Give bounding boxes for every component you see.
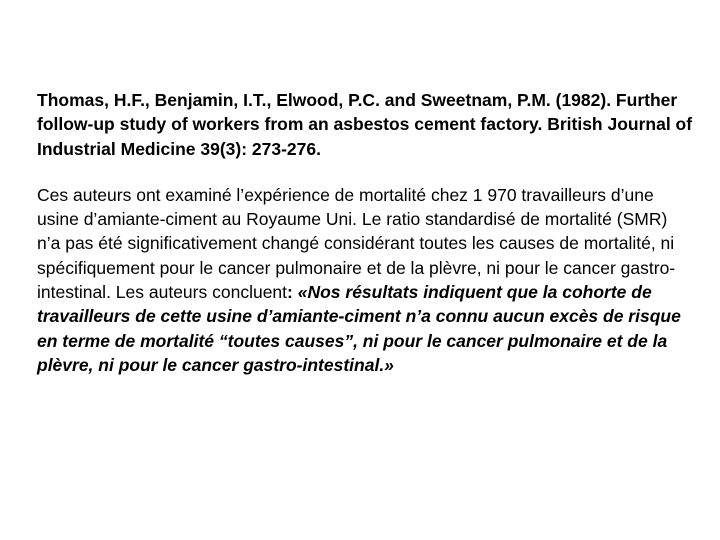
author-conclusion-quote: «Nos résultats indiquent que la cohorte de travailleurs de cette usine d’amiante-ciment n’a connu aucun excès de risque en terme de mortalité “toutes causes”, ni pour le cancer pulmonaire et de la plèvre, ni pour le cancer gastro-intestinal.» [37, 282, 681, 375]
reference-citation: Thomas, H.F., Benjamin, I.T., Elwood, P.C. and Sweetnam, P.M. (1982). Further follow-up study of workers from an asbestos cement factory. British Journal of Industrial Medicine 39(3): 273-276. [37, 90, 693, 159]
summary-text: Ces auteurs ont examiné l’expérience de mortalité chez 1 970 travailleurs d’une usine d’amiante-ciment au Royaume Uni. Le ratio standardisé de mortalité (SMR) n’a pas été significativement changé considérant toutes les causes de mortalité, ni spécifiquement pour le cancer pulmonaire et de la plèvre, ni pour le cancer gastro-intestinal. Les auteurs concluent [37, 184, 676, 303]
summary-colon: : [287, 282, 293, 303]
study-summary [37, 183, 693, 377]
slide-content [37, 88, 693, 377]
